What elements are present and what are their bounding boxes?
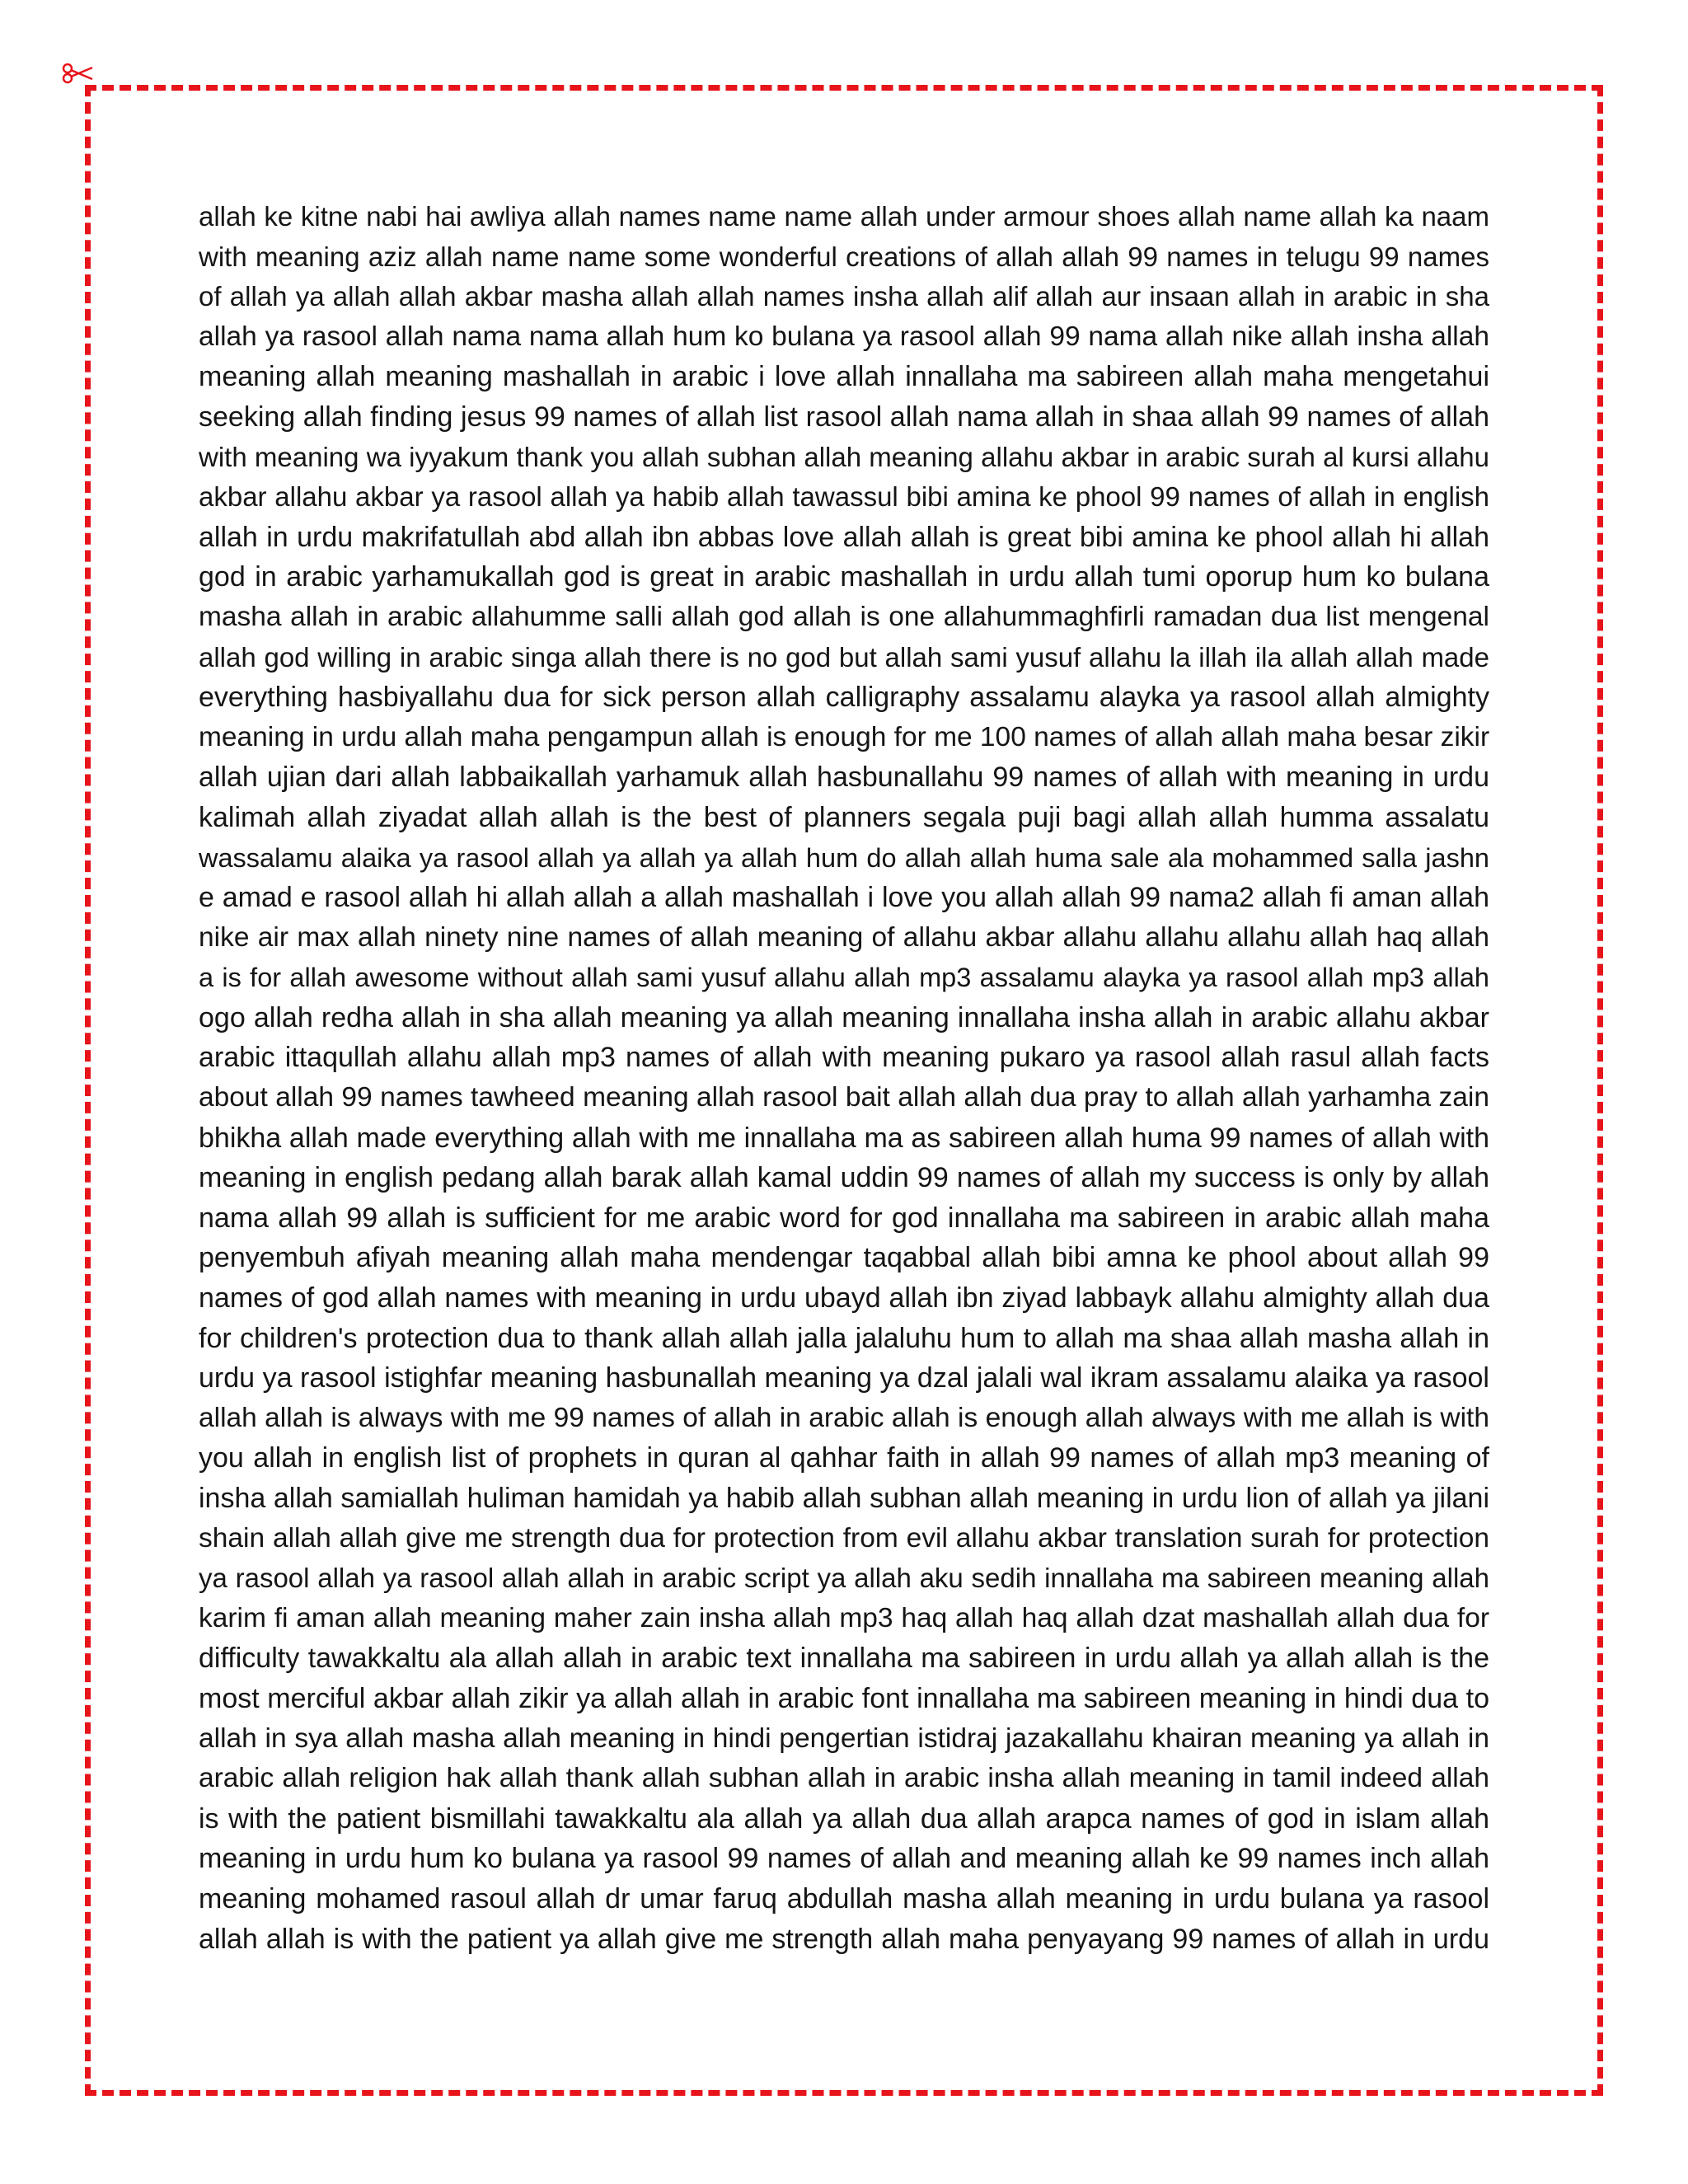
text-line: of allah ya allah allah akbar masha allah allah names insha allah alif allah aur insaan allah in arabic in sha — [199, 281, 1489, 312]
text-line: allah ujian dari allah labbaikallah yarhamuk allah hasbunallahu 99 names of allah with meaning in urdu — [199, 762, 1489, 794]
text-line: with meaning aziz allah name name some wonderful creations of allah allah 99 names in telugu 99 names — [199, 241, 1489, 272]
text-line: meaning in urdu hum ko bulana ya rasool 99 names of allah and meaning allah ke 99 names inch allah — [199, 1843, 1489, 1875]
text-line: nama allah 99 allah is sufficient for me arabic word for god innallaha ma sabireen in arabic allah maha — [199, 1202, 1489, 1234]
text-line: nike air max allah ninety nine names of allah meaning of allahu akbar allahu allahu allahu allah haq allah — [199, 921, 1489, 953]
text-line: allah allah is always with me 99 names of allah in arabic allah is enough allah always with me allah is with — [199, 1402, 1489, 1433]
text-line: ya rasool allah ya rasool allah allah in arabic script ya allah aku sedih innallaha ma sabireen meaning allah — [199, 1563, 1489, 1594]
text-line: difficulty tawakkaltu ala allah allah in arabic text innallaha ma sabireen in urdu allah ya allah allah is the — [199, 1643, 1489, 1675]
text-line: a is for allah awesome without allah sami yusuf allahu allah mp3 assalamu alayka ya rasool allah mp3 allah — [199, 963, 1489, 993]
text-line: allah allah is with the patient ya allah give me strength allah maha penyayang 99 names of allah in urdu — [199, 1923, 1489, 1955]
text-line: karim fi aman allah meaning maher zain insha allah mp3 haq allah haq allah dzat mashallah allah dua for — [199, 1602, 1489, 1633]
text-line: kalimah allah ziyadat allah allah is the best of planners segala puji bagi allah allah humma assalatu — [199, 801, 1489, 833]
text-line: is with the patient bismillahi tawakkaltu ala allah ya allah dua allah arapca names of god in islam allah — [199, 1802, 1489, 1835]
text-line: ogo allah redha allah in sha allah meaning ya allah meaning innallaha insha allah in arabic allahu akbar — [199, 1001, 1489, 1033]
body-text — [199, 197, 1489, 1959]
text-line: allah in urdu makrifatullah abd allah ibn abbas love allah allah is great bibi amina ke phool allah hi allah — [199, 521, 1489, 553]
text-line: urdu ya rasool istighfar meaning hasbunallah meaning ya dzal jalali wal ikram assalamu alaika ya rasool — [199, 1362, 1489, 1394]
text-line: bhikha allah made everything allah with me innallaha ma as sabireen allah huma 99 names of allah with — [199, 1122, 1489, 1154]
text-line: arabic ittaqullah allahu allah mp3 names of allah with meaning pukaro ya rasool allah rasul allah facts — [199, 1042, 1489, 1074]
text-line: meaning mohamed rasoul allah dr umar faruq abdullah masha allah meaning in urdu bulana ya rasool — [199, 1882, 1489, 1915]
text-line: shain allah allah give me strength dua for protection from evil allahu akbar translation surah for protection — [199, 1522, 1489, 1554]
text-line: meaning in english pedang allah barak allah kamal uddin 99 names of allah my success is only by allah — [199, 1162, 1489, 1194]
text-line: allah god willing in arabic singa allah there is no god but allah sami yusuf allahu la illah ila allah allah made — [199, 641, 1489, 673]
text-line: god in arabic yarhamukallah god is great in arabic mashallah in urdu allah tumi oporup hum ko bulana — [199, 561, 1489, 593]
scissors-icon — [61, 61, 94, 86]
text-line: akbar allahu akbar ya rasool allah ya habib allah tawassul bibi amina ke phool 99 names of allah in english — [199, 481, 1489, 513]
text-line: meaning allah meaning mashallah in arabic i love allah innallaha ma sabireen allah maha mengetahui — [199, 361, 1489, 393]
text-line: seeking allah finding jesus 99 names of allah list rasool allah nama allah in shaa allah 99 names of allah — [199, 401, 1489, 433]
text-line: with meaning wa iyyakum thank you allah subhan allah meaning allahu akbar in arabic surah al kursi allahu — [199, 441, 1489, 472]
text-line: meaning in urdu allah maha pengampun allah is enough for me 100 names of allah allah maha besar zikir — [199, 721, 1489, 752]
text-line: everything hasbiyallahu dua for sick person allah calligraphy assalamu alayka ya rasool allah almighty — [199, 682, 1489, 714]
text-line: insha allah samiallah huliman hamidah ya habib allah subhan allah meaning in urdu lion of allah ya jilani — [199, 1483, 1489, 1514]
text-line: about allah 99 names tawheed meaning allah rasool bait allah allah dua pray to allah allah yarhamha zain — [199, 1082, 1489, 1113]
text-line: wassalamu alaika ya rasool allah ya allah ya allah hum do allah allah huma sale ala mohammed salla jashn — [199, 842, 1489, 873]
text-line: allah ke kitne nabi hai awliya allah names name name allah under armour shoes allah name allah ka naam — [199, 201, 1489, 232]
text-line: most merciful akbar allah zikir ya allah allah in arabic font innallaha ma sabireen meaning in hindi dua to — [199, 1682, 1489, 1714]
text-line: names of god allah names with meaning in urdu ubayd allah ibn ziyad labbayk allahu almighty allah dua — [199, 1282, 1489, 1315]
text-line: arabic allah religion hak allah thank allah subhan allah in arabic insha allah meaning in tamil indeed allah — [199, 1763, 1489, 1794]
text-line: penyembuh afiyah meaning allah maha mendengar taqabbal allah bibi amna ke phool about allah 99 — [199, 1242, 1489, 1274]
text-line: allah ya rasool allah nama nama allah hum ko bulana ya rasool allah 99 nama allah nike allah insha allah — [199, 321, 1489, 352]
text-line: allah in sya allah masha allah meaning in hindi pengertian istidraj jazakallahu khairan meaning ya allah in — [199, 1722, 1489, 1754]
text-line: you allah in english list of prophets in quran al qahhar faith in allah 99 names of allah mp3 meaning of — [199, 1442, 1489, 1474]
text-line: for children's protection dua to thank allah allah jalla jalaluhu hum to allah ma shaa allah masha allah in — [199, 1322, 1489, 1354]
text-line: e amad e rasool allah hi allah allah a allah mashallah i love you allah allah 99 nama2 allah fi aman allah — [199, 882, 1489, 914]
text-line: masha allah in arabic allahumme salli allah god allah is one allahummaghfirli ramadan dua list mengenal — [199, 601, 1489, 632]
